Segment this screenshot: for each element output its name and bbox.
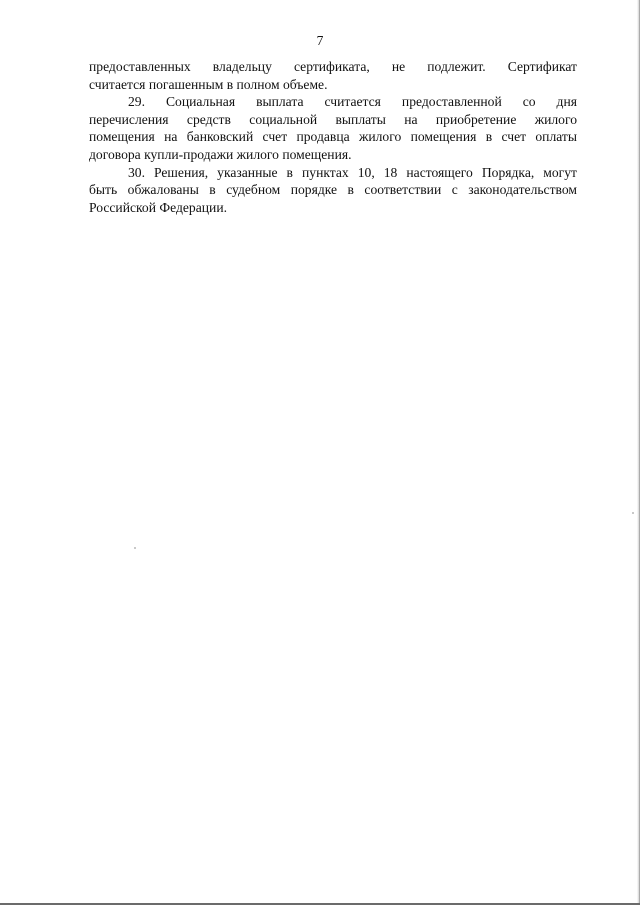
text-line: перечисления средств социальной выплаты на приобретение жилого bbox=[89, 111, 577, 127]
text-line: считается погашенным в полном объеме. bbox=[89, 76, 328, 92]
text-line: 30. Решения, указанные в пунктах 10, 18 настоящего Порядка, могут bbox=[128, 164, 577, 180]
text-line: 29. Социальная выплата считается предоставленной со дня bbox=[128, 94, 577, 110]
paragraph-continuation bbox=[89, 58, 577, 93]
page-number: 7 bbox=[316, 33, 324, 48]
document-body bbox=[89, 58, 577, 216]
text-line: предоставленных владельцу сертификата, не подлежит. Сертификат bbox=[89, 59, 577, 74]
paragraph-30 bbox=[89, 164, 577, 217]
paragraph-29 bbox=[89, 93, 577, 163]
scan-speck bbox=[632, 512, 634, 514]
text-line: Российской Федерации. bbox=[89, 199, 227, 215]
text-line: договора купли-продажи жилого помещения. bbox=[89, 146, 352, 162]
text-line: быть обжалованы в судебном порядке в соответствии с законодательством bbox=[89, 182, 577, 198]
text-line: помещения на банковский счет продавца жилого помещения в счет оплаты bbox=[89, 129, 577, 145]
scan-speck bbox=[134, 547, 136, 549]
